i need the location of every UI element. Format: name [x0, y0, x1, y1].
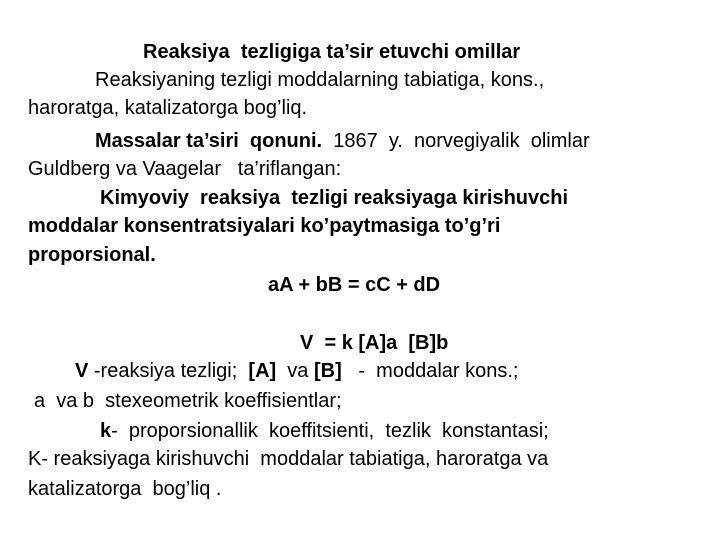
k-dependency-line-2: katalizatorga bog’liq .: [28, 478, 222, 500]
rate-law-formula: V = k [A]a [B]b: [300, 332, 449, 354]
k-symbol: k: [100, 420, 112, 442]
law-line-1: [95, 129, 590, 153]
law-statement-line-2: moddalar konsentratsiyalari ko’paytmasiga to’g’ri: [28, 215, 501, 237]
law-statement-line-3: proporsional.: [28, 244, 156, 266]
document-title: Reaksiya tezligiga ta’sir etuvchi omillar: [143, 41, 521, 63]
coefficients-line: a va b stexeometrik koeffisientlar;: [34, 390, 342, 412]
v-definition: -reaksiya tezligi;: [88, 360, 249, 382]
law-line-2: Guldberg va Vaagelar ta’riflangan:: [28, 158, 342, 180]
ab-definition: - moddalar kons.;: [341, 360, 519, 382]
k-dependency-line-1: K- reaksiyaga kirishuvchi moddalar tabiatiga, haroratga va: [28, 448, 549, 470]
definition-k-line: [100, 419, 549, 443]
law-year-text: 1867 y. norvegiyalik olimlar: [322, 130, 590, 152]
a-symbol: [A]: [248, 360, 277, 382]
v-symbol: V: [75, 360, 89, 382]
intro-line-2: haroratga, katalizatorga bog’liq.: [28, 97, 308, 119]
law-name: Massalar ta’siri qonuni.: [95, 130, 323, 152]
intro-line-1: Reaksiyaning tezligi moddalarning tabiatiga, kons.,: [95, 69, 545, 91]
b-symbol: [B]: [313, 360, 342, 382]
reaction-equation: aA + bB = cC + dD: [268, 274, 441, 296]
k-definition: - proporsionallik koeffitsienti, tezlik konstantasi;: [111, 420, 549, 442]
law-statement-line-1: Kimyoviy reaksiya tezligi reaksiyaga kirishuvchi: [100, 187, 569, 209]
va-connector: va: [276, 360, 314, 382]
definition-v-line: [75, 359, 518, 383]
